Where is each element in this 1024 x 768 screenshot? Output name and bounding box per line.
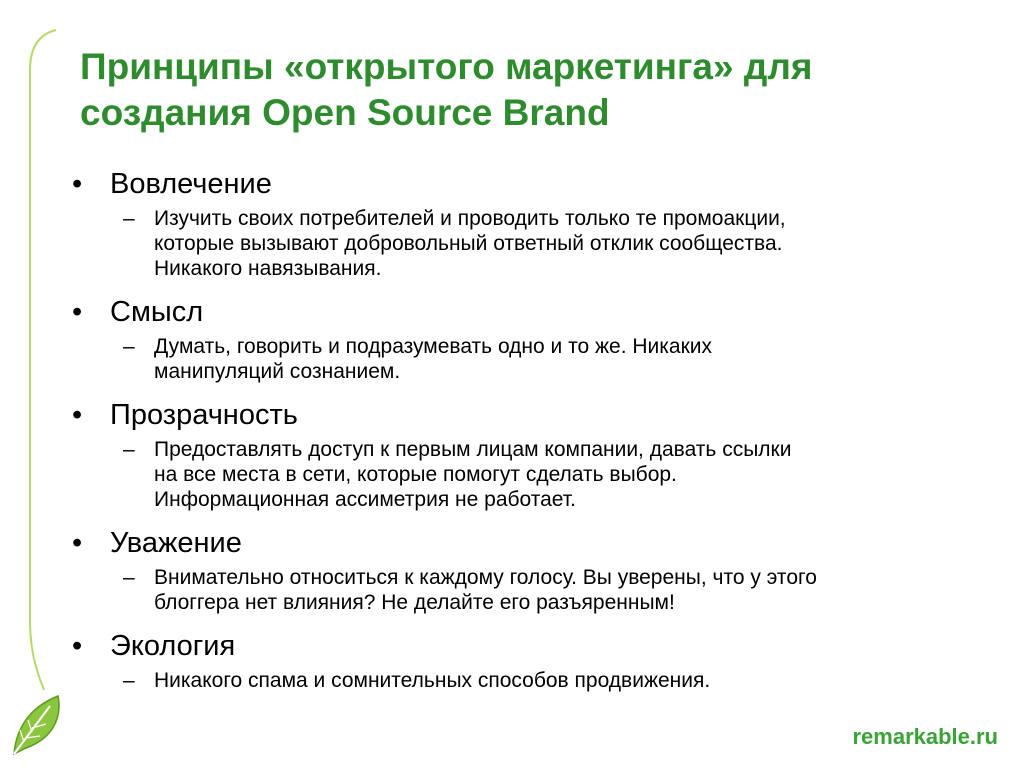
description-line: Никакого спама и сомнительных способов продвижения. (154, 669, 711, 692)
heading-text: Вовлечение (110, 168, 272, 200)
principle-heading (70, 628, 990, 664)
principle-heading (70, 525, 990, 561)
list-item (70, 525, 990, 615)
principle-description (70, 668, 990, 693)
bullet-icon: • (72, 399, 83, 431)
principle-description (70, 437, 990, 512)
principle-heading (70, 397, 990, 433)
description-line: которые вызывают добровольный ответный отклик сообщества. (154, 232, 783, 255)
list-item (70, 397, 990, 512)
bullet-icon: • (72, 630, 83, 662)
slide-title (80, 44, 980, 136)
bullet-icon: • (72, 168, 83, 200)
description-line: Информационная ассиметрия не работает. (154, 488, 576, 511)
principles-list (70, 166, 990, 706)
description-line: Никакого навязывания. (154, 257, 382, 280)
bullet-icon: • (72, 527, 83, 559)
principle-description (70, 565, 990, 615)
heading-text: Смысл (110, 296, 204, 328)
principle-heading (70, 294, 990, 330)
decorative-vine-line (0, 0, 60, 700)
title-line-1: Принципы «открытого маркетинга» для (80, 46, 813, 87)
principle-heading (70, 166, 990, 202)
description-line: Внимательно относиться к каждому голосу. Вы уверены, что у этого (154, 566, 817, 589)
footer-site-name: remarkable.ru (852, 724, 998, 749)
dash-icon: – (123, 335, 135, 358)
description-line: на все места в сети, которые помогут сделать выбор. (154, 463, 677, 486)
dash-icon: – (123, 669, 135, 692)
list-item (70, 628, 990, 693)
heading-text: Уважение (110, 527, 242, 559)
principle-description (70, 206, 990, 281)
description-line: манипуляций сознанием. (154, 360, 401, 383)
bullet-icon: • (72, 296, 83, 328)
heading-text: Экология (110, 630, 236, 662)
principle-description (70, 334, 990, 384)
dash-icon: – (123, 566, 135, 589)
list-item (70, 294, 990, 384)
list-item (70, 166, 990, 281)
description-line: блоггера нет влияния? Не делайте его разъяренным! (154, 591, 675, 614)
description-line: Предоставлять доступ к первым лицам компании, давать ссылки (154, 438, 792, 461)
description-line: Изучить своих потребителей и проводить только те промоакции, (154, 207, 786, 230)
title-line-2: создания Open Source Brand (80, 92, 610, 133)
leaf-icon (6, 690, 70, 762)
dash-icon: – (123, 438, 135, 461)
description-line: Думать, говорить и подразумевать одно и то же. Никаких (154, 335, 713, 358)
heading-text: Прозрачность (110, 399, 298, 431)
dash-icon: – (123, 207, 135, 230)
